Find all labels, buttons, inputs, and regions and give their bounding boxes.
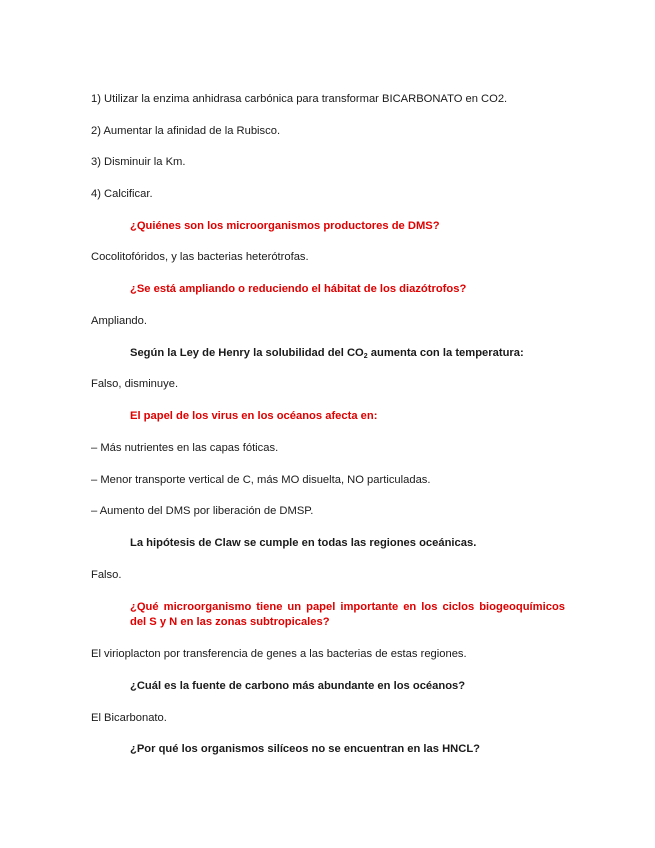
answer-virus-dms: – Aumento del DMS por liberación de DMSP.	[91, 505, 314, 517]
question-diazotrophs-habitat: ¿Se está ampliando o reduciendo el hábitat de los diazótrofos?	[130, 283, 467, 295]
answer-1-enzyme: 1) Utilizar la enzima anhidrasa carbónica para transformar BICARBONATO en CO2.	[91, 93, 508, 105]
answer-2-rubisco: 2) Aumentar la afinidad de la Rubisco.	[91, 125, 281, 137]
answer-subtropical-microorganism: El virioplacton por transferencia de genes a las bacterias de estas regiones.	[91, 648, 467, 660]
question-carbon-source: ¿Cuál es la fuente de carbono más abundante en los océanos?	[130, 680, 466, 692]
answer-diazotrophs-habitat: Ampliando.	[91, 315, 147, 327]
answer-claw-hypothesis: Falso.	[91, 569, 122, 581]
question-henry-law-part2: aumenta con la temperatura:	[367, 347, 524, 359]
answer-virus-nutrients: – Más nutrientes en las capas fóticas.	[91, 442, 279, 454]
question-henry-law	[130, 346, 565, 361]
question-virus-role: El papel de los virus en los océanos afecta en:	[130, 410, 378, 422]
question-henry-law-part1: Según la Ley de Henry la solubilidad del CO	[130, 347, 364, 359]
question-subtropical-microorganism: ¿Qué microorganismo tiene un papel importante en los ciclos biogeoquímicos del S y N en las zonas subtropicales?	[130, 601, 565, 628]
answer-3-km: 3) Disminuir la Km.	[91, 156, 186, 168]
answer-4-calcify: 4) Calcificar.	[91, 188, 153, 200]
answer-dms-producers: Cocolitofóridos, y las bacterias heterótrofas.	[91, 251, 309, 263]
answer-virus-transport: – Menor transporte vertical de C, más MO disuelta, NO particuladas.	[91, 474, 431, 486]
co2-subscript: 2	[363, 353, 368, 360]
answer-carbon-source: El Bicarbonato.	[91, 712, 167, 724]
question-siliceous-hncl: ¿Por qué los organismos silíceos no se encuentran en las HNCL?	[130, 743, 481, 755]
answer-henry-law: Falso, disminuye.	[91, 378, 179, 390]
question-dms-producers: ¿Quiénes son los microorganismos productores de DMS?	[130, 220, 440, 232]
question-claw-hypothesis: La hipótesis de Claw se cumple en todas las regiones oceánicas.	[130, 537, 477, 549]
